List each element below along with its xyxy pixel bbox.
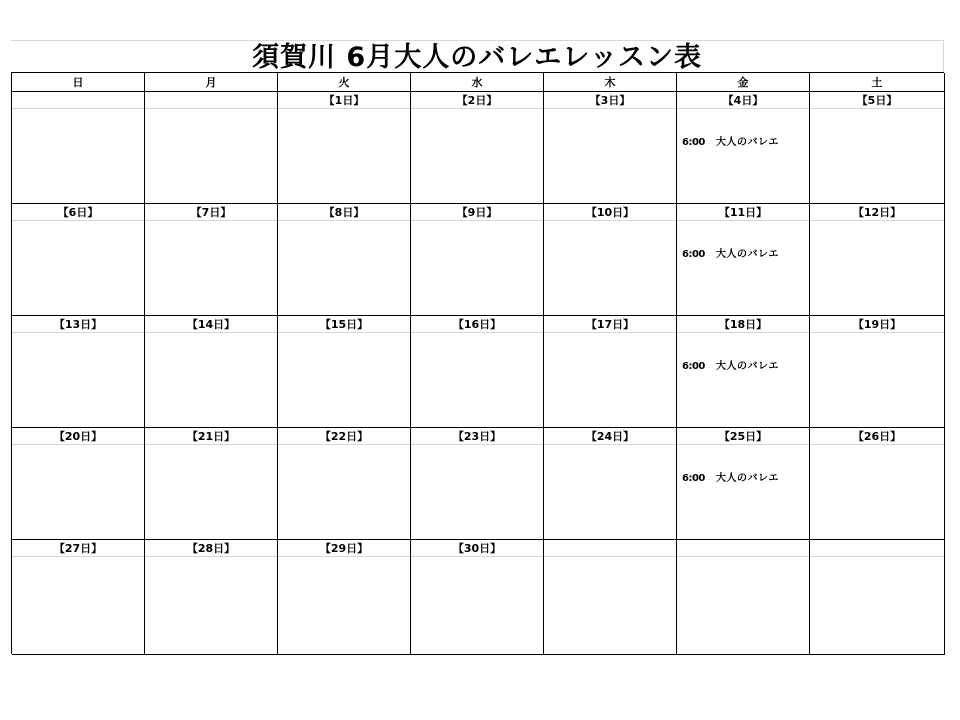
day-number: 【23日】 — [411, 428, 543, 445]
weekday-header-sat: 土 — [810, 73, 945, 92]
day-cell[interactable] — [278, 540, 411, 655]
day-number: 【27日】 — [12, 540, 144, 557]
day-number: 【9日】 — [411, 204, 543, 221]
day-number — [544, 540, 676, 557]
day-number: 【26日】 — [810, 428, 944, 445]
day-cell[interactable] — [810, 540, 945, 655]
calendar-sheet — [11, 40, 944, 654]
calendar-grid — [11, 72, 944, 654]
day-number: 【24日】 — [544, 428, 676, 445]
day-cell[interactable] — [12, 428, 145, 540]
day-cell[interactable] — [12, 92, 145, 204]
day-cell[interactable] — [810, 316, 945, 428]
day-number: 【12日】 — [810, 204, 944, 221]
day-number: 【3日】 — [544, 92, 676, 109]
day-number — [145, 92, 277, 109]
day-cell[interactable] — [544, 316, 677, 428]
day-cell[interactable] — [677, 204, 810, 316]
title-row — [11, 40, 944, 72]
lesson-label: 大人のバレエ — [716, 137, 779, 148]
day-number: 【19日】 — [810, 316, 944, 333]
day-cell[interactable] — [278, 428, 411, 540]
weekday-header-tue: 火 — [278, 73, 411, 92]
day-number: 【4日】 — [677, 92, 809, 109]
lesson-time: 6:00 — [682, 249, 705, 260]
day-number — [12, 92, 144, 109]
page-title: 須賀川 6月大人のバレエレッスン表 — [252, 42, 702, 73]
day-number: 【25日】 — [677, 428, 809, 445]
weekday-header-sun: 日 — [12, 73, 145, 92]
day-cell[interactable] — [411, 204, 544, 316]
day-cell[interactable] — [278, 204, 411, 316]
day-cell[interactable] — [411, 316, 544, 428]
lesson-time: 6:00 — [682, 137, 705, 148]
day-cell[interactable] — [145, 92, 278, 204]
lesson-label: 大人のバレエ — [716, 473, 779, 484]
day-number: 【1日】 — [278, 92, 410, 109]
lesson-label: 大人のバレエ — [716, 361, 779, 372]
day-cell[interactable] — [544, 540, 677, 655]
day-cell[interactable] — [278, 92, 411, 204]
lesson-entry — [682, 138, 779, 148]
day-cell[interactable] — [145, 540, 278, 655]
lesson-time: 6:00 — [682, 361, 705, 372]
day-cell[interactable] — [411, 428, 544, 540]
day-number — [677, 540, 809, 557]
day-number: 【11日】 — [677, 204, 809, 221]
day-cell[interactable] — [677, 540, 810, 655]
day-cell[interactable] — [810, 428, 945, 540]
day-number — [810, 540, 944, 557]
day-cell[interactable] — [145, 204, 278, 316]
day-number: 【16日】 — [411, 316, 543, 333]
weekday-header-mon: 月 — [145, 73, 278, 92]
lesson-label: 大人のバレエ — [716, 249, 779, 260]
day-cell[interactable] — [544, 92, 677, 204]
weekday-header-wed: 水 — [411, 73, 544, 92]
day-number: 【30日】 — [411, 540, 543, 557]
day-cell[interactable] — [411, 540, 544, 655]
day-cell[interactable] — [810, 92, 945, 204]
day-number: 【17日】 — [544, 316, 676, 333]
day-number: 【28日】 — [145, 540, 277, 557]
day-cell[interactable] — [145, 428, 278, 540]
lesson-time: 6:00 — [682, 473, 705, 484]
day-number: 【20日】 — [12, 428, 144, 445]
day-cell[interactable] — [12, 316, 145, 428]
day-number: 【6日】 — [12, 204, 144, 221]
day-number: 【21日】 — [145, 428, 277, 445]
day-number: 【5日】 — [810, 92, 944, 109]
day-number: 【15日】 — [278, 316, 410, 333]
day-cell[interactable] — [810, 204, 945, 316]
lesson-entry — [682, 474, 779, 484]
day-number: 【22日】 — [278, 428, 410, 445]
day-cell[interactable] — [278, 316, 411, 428]
lesson-entry — [682, 250, 779, 260]
day-cell[interactable] — [12, 204, 145, 316]
day-number: 【2日】 — [411, 92, 543, 109]
day-cell[interactable] — [677, 316, 810, 428]
day-number: 【13日】 — [12, 316, 144, 333]
weekday-header-thu: 木 — [544, 73, 677, 92]
day-number: 【8日】 — [278, 204, 410, 221]
weekday-header-fri: 金 — [677, 73, 810, 92]
day-number: 【18日】 — [677, 316, 809, 333]
day-cell[interactable] — [677, 92, 810, 204]
day-number: 【7日】 — [145, 204, 277, 221]
day-cell[interactable] — [411, 92, 544, 204]
lesson-entry — [682, 362, 779, 372]
day-cell[interactable] — [544, 428, 677, 540]
day-cell[interactable] — [12, 540, 145, 655]
day-number: 【14日】 — [145, 316, 277, 333]
day-cell[interactable] — [544, 204, 677, 316]
day-number: 【10日】 — [544, 204, 676, 221]
day-number: 【29日】 — [278, 540, 410, 557]
day-cell[interactable] — [677, 428, 810, 540]
day-cell[interactable] — [145, 316, 278, 428]
